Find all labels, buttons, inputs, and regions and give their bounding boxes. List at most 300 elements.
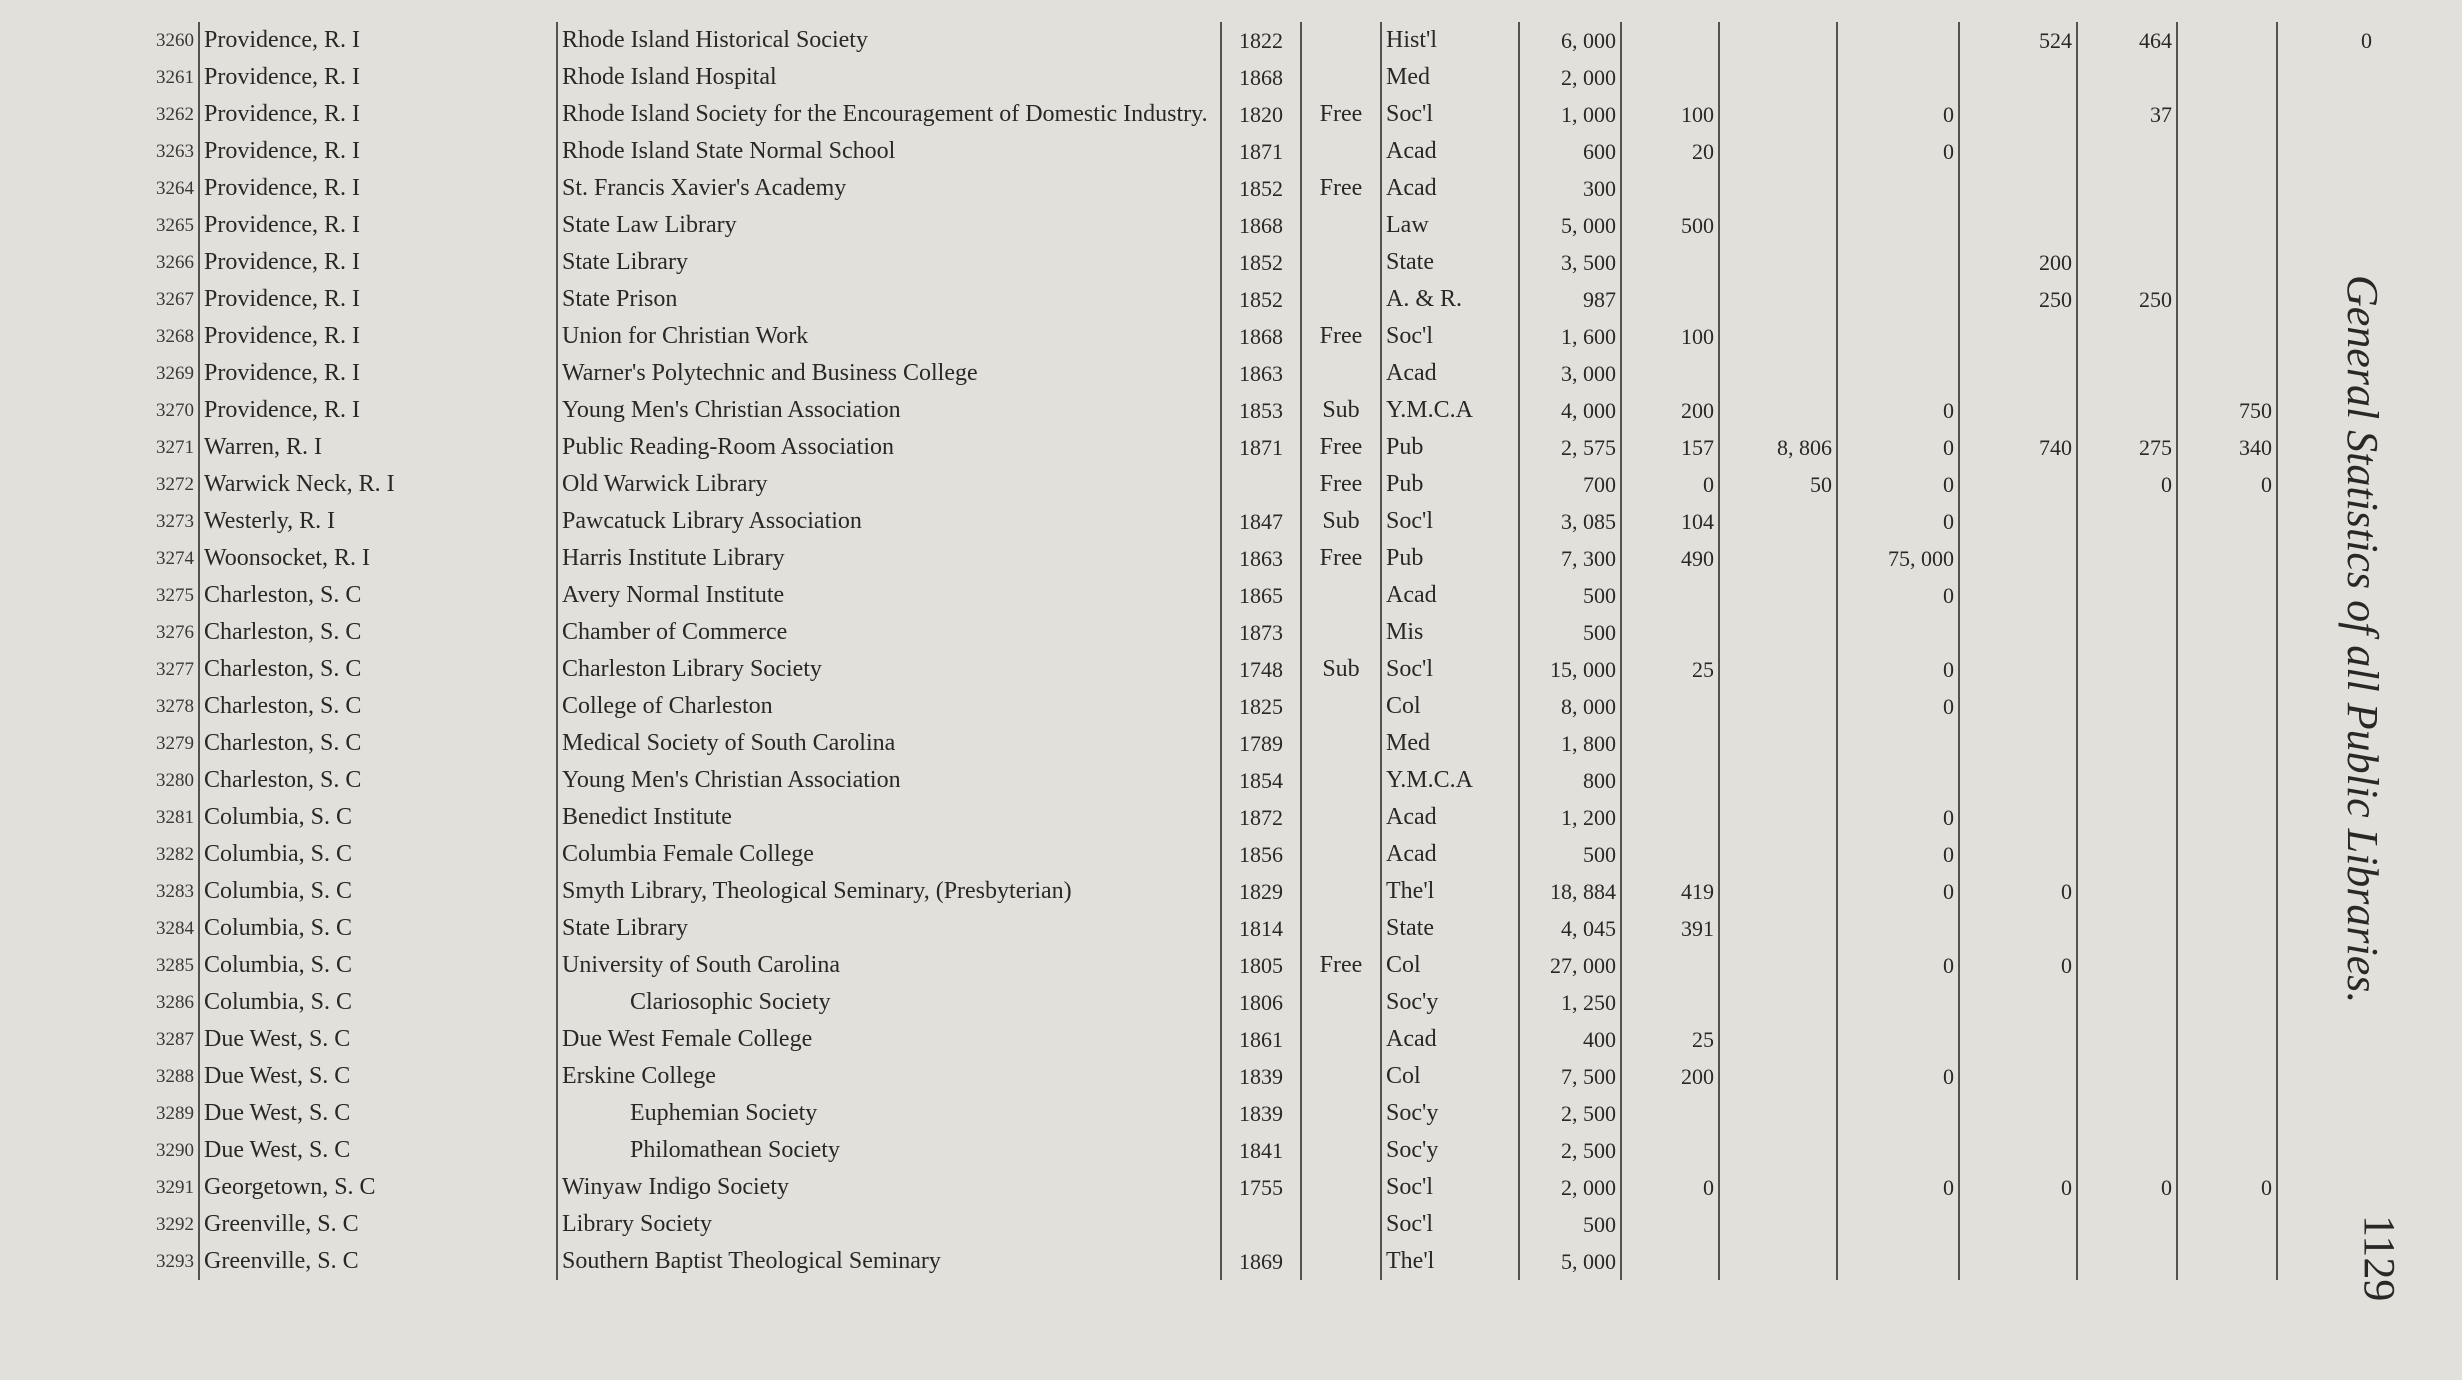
volumes-cell: 1, 800	[1519, 725, 1621, 762]
column-14-cell	[2277, 59, 2376, 96]
column-8-cell	[1621, 170, 1719, 207]
column-8-cell	[1621, 577, 1719, 614]
column-14-cell	[2277, 96, 2376, 133]
row-number: 3287	[118, 1021, 199, 1058]
terms-cell	[1301, 577, 1381, 614]
place-cell: Warren, R. I	[199, 429, 557, 466]
year-founded-cell: 1829	[1221, 873, 1301, 910]
column-9-cell	[1719, 725, 1837, 762]
year-founded-cell: 1853	[1221, 392, 1301, 429]
table-row	[118, 59, 2376, 96]
column-12-cell	[2077, 355, 2177, 392]
column-10-cell	[1837, 1132, 1959, 1169]
row-number: 3276	[118, 614, 199, 651]
column-11-cell	[1959, 762, 2077, 799]
year-founded-cell: 1822	[1221, 22, 1301, 59]
column-9-cell	[1719, 281, 1837, 318]
column-12-cell	[2077, 170, 2177, 207]
terms-cell	[1301, 1021, 1381, 1058]
terms-cell	[1301, 799, 1381, 836]
column-9-cell: 50	[1719, 466, 1837, 503]
row-number: 3288	[118, 1058, 199, 1095]
terms-cell	[1301, 688, 1381, 725]
terms-cell	[1301, 133, 1381, 170]
column-11-cell	[1959, 836, 2077, 873]
column-10-cell: 75, 000	[1837, 540, 1959, 577]
row-number: 3278	[118, 688, 199, 725]
column-12-cell: 0	[2077, 466, 2177, 503]
column-12-cell	[2077, 614, 2177, 651]
column-8-cell	[1621, 688, 1719, 725]
column-9-cell	[1719, 947, 1837, 984]
row-number: 3269	[118, 355, 199, 392]
row-number: 3274	[118, 540, 199, 577]
volumes-cell: 700	[1519, 466, 1621, 503]
library-name-cell: State Prison	[557, 281, 1221, 318]
year-founded-cell: 1805	[1221, 947, 1301, 984]
place-cell: Providence, R. I	[199, 281, 557, 318]
column-8-cell: 100	[1621, 96, 1719, 133]
class-cell: Acad	[1381, 1021, 1519, 1058]
column-12-cell	[2077, 207, 2177, 244]
column-10-cell	[1837, 1095, 1959, 1132]
library-name-cell: Benedict Institute	[557, 799, 1221, 836]
row-number: 3260	[118, 22, 199, 59]
column-11-cell	[1959, 1132, 2077, 1169]
column-13-cell	[2177, 725, 2277, 762]
class-cell: Col	[1381, 688, 1519, 725]
column-9-cell	[1719, 355, 1837, 392]
column-11-cell	[1959, 503, 2077, 540]
column-13-cell	[2177, 910, 2277, 947]
column-11-cell	[1959, 984, 2077, 1021]
column-13-cell	[2177, 1132, 2277, 1169]
column-12-cell	[2077, 799, 2177, 836]
column-8-cell: 500	[1621, 207, 1719, 244]
column-14-cell	[2277, 133, 2376, 170]
column-12-cell	[2077, 59, 2177, 96]
row-number: 3291	[118, 1169, 199, 1206]
column-9-cell	[1719, 1243, 1837, 1280]
column-10-cell: 0	[1837, 577, 1959, 614]
place-cell: Providence, R. I	[199, 22, 557, 59]
side-title: General Statistics of all Public Libraries.	[2338, 275, 2387, 1004]
class-cell: Med	[1381, 725, 1519, 762]
place-cell: Providence, R. I	[199, 355, 557, 392]
place-cell: Due West, S. C	[199, 1095, 557, 1132]
column-8-cell	[1621, 355, 1719, 392]
year-founded-cell: 1852	[1221, 170, 1301, 207]
library-name-cell: Southern Baptist Theological Seminary	[557, 1243, 1221, 1280]
library-name-cell: Philomathean Society	[557, 1132, 1221, 1169]
place-cell: Columbia, S. C	[199, 947, 557, 984]
row-number: 3267	[118, 281, 199, 318]
terms-cell	[1301, 1058, 1381, 1095]
place-cell: Greenville, S. C	[199, 1243, 557, 1280]
library-name-cell: Euphemian Society	[557, 1095, 1221, 1132]
class-cell: State	[1381, 910, 1519, 947]
library-name-cell: University of South Carolina	[557, 947, 1221, 984]
column-12-cell	[2077, 1206, 2177, 1243]
class-cell: The'l	[1381, 1243, 1519, 1280]
year-founded-cell: 1755	[1221, 1169, 1301, 1206]
column-9-cell	[1719, 688, 1837, 725]
year-founded-cell: 1839	[1221, 1058, 1301, 1095]
row-number: 3270	[118, 392, 199, 429]
row-number: 3268	[118, 318, 199, 355]
row-number: 3284	[118, 910, 199, 947]
class-cell: Soc'l	[1381, 651, 1519, 688]
year-founded-cell: 1748	[1221, 651, 1301, 688]
column-12-cell	[2077, 392, 2177, 429]
column-12-cell	[2077, 1021, 2177, 1058]
column-10-cell	[1837, 614, 1959, 651]
column-12-cell	[2077, 1243, 2177, 1280]
column-11-cell: 0	[1959, 873, 2077, 910]
column-10-cell: 0	[1837, 799, 1959, 836]
place-cell: Columbia, S. C	[199, 910, 557, 947]
column-9-cell	[1719, 873, 1837, 910]
place-cell: Charleston, S. C	[199, 577, 557, 614]
year-founded-cell: 1871	[1221, 133, 1301, 170]
table-row	[118, 170, 2376, 207]
table-row	[118, 614, 2376, 651]
volumes-cell: 4, 000	[1519, 392, 1621, 429]
column-9-cell	[1719, 836, 1837, 873]
table-row	[118, 1132, 2376, 1169]
volumes-cell: 1, 200	[1519, 799, 1621, 836]
volumes-cell: 500	[1519, 1206, 1621, 1243]
column-10-cell: 0	[1837, 133, 1959, 170]
column-13-cell	[2177, 59, 2277, 96]
place-cell: Columbia, S. C	[199, 873, 557, 910]
library-name-cell: Smyth Library, Theological Seminary, (Presbyterian)	[557, 873, 1221, 910]
class-cell: Acad	[1381, 799, 1519, 836]
table-row	[118, 244, 2376, 281]
place-cell: Providence, R. I	[199, 244, 557, 281]
column-9-cell	[1719, 318, 1837, 355]
row-number: 3279	[118, 725, 199, 762]
library-name-cell: Library Society	[557, 1206, 1221, 1243]
column-13-cell: 0	[2177, 1169, 2277, 1206]
column-13-cell	[2177, 96, 2277, 133]
volumes-cell: 8, 000	[1519, 688, 1621, 725]
column-10-cell: 0	[1837, 96, 1959, 133]
column-13-cell	[2177, 762, 2277, 799]
table-row	[118, 762, 2376, 799]
column-11-cell	[1959, 355, 2077, 392]
column-11-cell	[1959, 614, 2077, 651]
column-12-cell	[2077, 762, 2177, 799]
column-13-cell	[2177, 688, 2277, 725]
volumes-cell: 5, 000	[1519, 1243, 1621, 1280]
column-13-cell	[2177, 207, 2277, 244]
year-founded-cell: 1789	[1221, 725, 1301, 762]
year-founded-cell: 1841	[1221, 1132, 1301, 1169]
library-name-cell: Medical Society of South Carolina	[557, 725, 1221, 762]
table-row	[118, 1206, 2376, 1243]
row-number: 3280	[118, 762, 199, 799]
column-14-cell	[2277, 1132, 2376, 1169]
terms-cell	[1301, 1132, 1381, 1169]
column-9-cell	[1719, 170, 1837, 207]
column-11-cell	[1959, 651, 2077, 688]
column-13-cell	[2177, 799, 2277, 836]
year-founded-cell: 1869	[1221, 1243, 1301, 1280]
column-12-cell	[2077, 984, 2177, 1021]
volumes-cell: 1, 000	[1519, 96, 1621, 133]
table-row	[118, 318, 2376, 355]
row-number: 3271	[118, 429, 199, 466]
volumes-cell: 2, 500	[1519, 1095, 1621, 1132]
column-8-cell: 200	[1621, 1058, 1719, 1095]
column-9-cell	[1719, 984, 1837, 1021]
year-founded-cell: 1856	[1221, 836, 1301, 873]
volumes-cell: 15, 000	[1519, 651, 1621, 688]
place-cell: Greenville, S. C	[199, 1206, 557, 1243]
place-cell: Charleston, S. C	[199, 688, 557, 725]
volumes-cell: 1, 250	[1519, 984, 1621, 1021]
class-cell: Mis	[1381, 614, 1519, 651]
column-11-cell	[1959, 466, 2077, 503]
column-10-cell: 0	[1837, 947, 1959, 984]
class-cell: Pub	[1381, 466, 1519, 503]
year-founded-cell: 1852	[1221, 281, 1301, 318]
terms-cell	[1301, 1243, 1381, 1280]
column-9-cell	[1719, 244, 1837, 281]
column-13-cell	[2177, 1058, 2277, 1095]
class-cell: Soc'l	[1381, 1206, 1519, 1243]
column-11-cell: 524	[1959, 22, 2077, 59]
row-number: 3283	[118, 873, 199, 910]
column-11-cell	[1959, 910, 2077, 947]
column-9-cell	[1719, 133, 1837, 170]
place-cell: Due West, S. C	[199, 1132, 557, 1169]
column-8-cell	[1621, 836, 1719, 873]
year-founded-cell: 1839	[1221, 1095, 1301, 1132]
table-row	[118, 947, 2376, 984]
column-13-cell	[2177, 281, 2277, 318]
column-8-cell: 490	[1621, 540, 1719, 577]
column-8-cell: 391	[1621, 910, 1719, 947]
terms-cell	[1301, 725, 1381, 762]
place-cell: Georgetown, S. C	[199, 1169, 557, 1206]
column-11-cell	[1959, 577, 2077, 614]
place-cell: Charleston, S. C	[199, 725, 557, 762]
terms-cell: Sub	[1301, 392, 1381, 429]
column-11-cell	[1959, 96, 2077, 133]
place-cell: Columbia, S. C	[199, 799, 557, 836]
column-11-cell	[1959, 1243, 2077, 1280]
volumes-cell: 5, 000	[1519, 207, 1621, 244]
column-8-cell	[1621, 1132, 1719, 1169]
column-10-cell: 0	[1837, 651, 1959, 688]
column-11-cell	[1959, 1095, 2077, 1132]
terms-cell	[1301, 836, 1381, 873]
column-8-cell: 25	[1621, 1021, 1719, 1058]
class-cell: Soc'l	[1381, 503, 1519, 540]
class-cell: Pub	[1381, 429, 1519, 466]
place-cell: Charleston, S. C	[199, 614, 557, 651]
column-12-cell	[2077, 1095, 2177, 1132]
library-name-cell: Clariosophic Society	[557, 984, 1221, 1021]
column-11-cell	[1959, 540, 2077, 577]
column-10-cell: 0	[1837, 1058, 1959, 1095]
library-name-cell: State Law Library	[557, 207, 1221, 244]
column-10-cell	[1837, 725, 1959, 762]
row-number: 3266	[118, 244, 199, 281]
table-row	[118, 1021, 2376, 1058]
column-11-cell: 740	[1959, 429, 2077, 466]
column-13-cell	[2177, 947, 2277, 984]
column-10-cell: 0	[1837, 392, 1959, 429]
column-14-cell	[2277, 1169, 2376, 1206]
table-row	[118, 836, 2376, 873]
volumes-cell: 500	[1519, 836, 1621, 873]
volumes-cell: 2, 000	[1519, 59, 1621, 96]
column-8-cell	[1621, 725, 1719, 762]
column-12-cell	[2077, 651, 2177, 688]
class-cell: Med	[1381, 59, 1519, 96]
terms-cell	[1301, 207, 1381, 244]
library-name-cell: St. Francis Xavier's Academy	[557, 170, 1221, 207]
class-cell: Soc'y	[1381, 1132, 1519, 1169]
column-13-cell	[2177, 1206, 2277, 1243]
column-9-cell	[1719, 392, 1837, 429]
class-cell: Acad	[1381, 170, 1519, 207]
place-cell: Due West, S. C	[199, 1058, 557, 1095]
year-founded-cell: 1868	[1221, 207, 1301, 244]
column-8-cell: 25	[1621, 651, 1719, 688]
column-13-cell	[2177, 318, 2277, 355]
class-cell: Law	[1381, 207, 1519, 244]
volumes-cell: 4, 045	[1519, 910, 1621, 947]
class-cell: A. & R.	[1381, 281, 1519, 318]
place-cell: Providence, R. I	[199, 96, 557, 133]
column-8-cell	[1621, 1095, 1719, 1132]
column-10-cell	[1837, 22, 1959, 59]
class-cell: Acad	[1381, 836, 1519, 873]
library-name-cell: Union for Christian Work	[557, 318, 1221, 355]
library-name-cell: Due West Female College	[557, 1021, 1221, 1058]
column-11-cell	[1959, 688, 2077, 725]
column-13-cell: 340	[2177, 429, 2277, 466]
column-13-cell	[2177, 244, 2277, 281]
column-8-cell: 419	[1621, 873, 1719, 910]
table-row	[118, 207, 2376, 244]
place-cell: Warwick Neck, R. I	[199, 466, 557, 503]
library-name-cell: Old Warwick Library	[557, 466, 1221, 503]
column-13-cell	[2177, 614, 2277, 651]
place-cell: Providence, R. I	[199, 392, 557, 429]
year-founded-cell: 1868	[1221, 318, 1301, 355]
column-13-cell	[2177, 836, 2277, 873]
volumes-cell: 6, 000	[1519, 22, 1621, 59]
class-cell: Acad	[1381, 577, 1519, 614]
column-10-cell: 0	[1837, 836, 1959, 873]
column-14-cell: 0	[2361, 28, 2372, 53]
place-cell: Westerly, R. I	[199, 503, 557, 540]
column-9-cell	[1719, 910, 1837, 947]
terms-cell	[1301, 22, 1381, 59]
table-row	[118, 503, 2376, 540]
column-8-cell	[1621, 1206, 1719, 1243]
table-row	[118, 1058, 2376, 1095]
column-10-cell: 0	[1837, 466, 1959, 503]
place-cell: Providence, R. I	[199, 207, 557, 244]
column-12-cell	[2077, 688, 2177, 725]
class-cell: State	[1381, 244, 1519, 281]
volumes-cell: 2, 000	[1519, 1169, 1621, 1206]
column-12-cell	[2077, 836, 2177, 873]
column-11-cell	[1959, 170, 2077, 207]
column-13-cell	[2177, 984, 2277, 1021]
row-number: 3290	[118, 1132, 199, 1169]
table-row	[118, 133, 2376, 170]
terms-cell	[1301, 1169, 1381, 1206]
table-row	[118, 429, 2376, 466]
column-9-cell	[1719, 207, 1837, 244]
column-11-cell	[1959, 392, 2077, 429]
library-name-cell: Young Men's Christian Association	[557, 762, 1221, 799]
library-name-cell: Rhode Island Society for the Encouragement of Domestic Industry.	[557, 96, 1221, 133]
place-cell: Charleston, S. C	[199, 762, 557, 799]
library-name-cell: Charleston Library Society	[557, 651, 1221, 688]
library-name-cell: Erskine College	[557, 1058, 1221, 1095]
terms-cell: Free	[1301, 170, 1381, 207]
terms-cell: Free	[1301, 540, 1381, 577]
library-name-cell: Harris Institute Library	[557, 540, 1221, 577]
year-founded-cell: 1868	[1221, 59, 1301, 96]
column-13-cell	[2177, 540, 2277, 577]
table-row	[118, 96, 2376, 133]
row-number: 3262	[118, 96, 199, 133]
column-9-cell	[1719, 799, 1837, 836]
column-12-cell	[2077, 133, 2177, 170]
column-10-cell	[1837, 1021, 1959, 1058]
column-11-cell	[1959, 1058, 2077, 1095]
column-11-cell	[1959, 59, 2077, 96]
table-row	[118, 725, 2376, 762]
column-12-cell	[2077, 318, 2177, 355]
row-number: 3282	[118, 836, 199, 873]
terms-cell	[1301, 59, 1381, 96]
column-8-cell	[1621, 614, 1719, 651]
column-13-cell	[2177, 355, 2277, 392]
terms-cell	[1301, 873, 1381, 910]
class-cell: Y.M.C.A	[1381, 392, 1519, 429]
year-founded-cell: 1865	[1221, 577, 1301, 614]
column-8-cell: 20	[1621, 133, 1719, 170]
column-11-cell	[1959, 1021, 2077, 1058]
column-13-cell	[2177, 1095, 2277, 1132]
column-9-cell	[1719, 59, 1837, 96]
year-founded-cell: 1873	[1221, 614, 1301, 651]
year-founded-cell	[1221, 1206, 1301, 1243]
column-8-cell: 200	[1621, 392, 1719, 429]
column-10-cell	[1837, 1206, 1959, 1243]
column-12-cell	[2077, 244, 2177, 281]
library-statistics-table	[118, 22, 2376, 1280]
column-11-cell	[1959, 207, 2077, 244]
column-8-cell: 104	[1621, 503, 1719, 540]
column-12-cell	[2077, 1132, 2177, 1169]
column-10-cell: 0	[1837, 873, 1959, 910]
column-10-cell	[1837, 281, 1959, 318]
column-11-cell: 250	[1959, 281, 2077, 318]
volumes-cell: 18, 884	[1519, 873, 1621, 910]
volumes-cell: 800	[1519, 762, 1621, 799]
